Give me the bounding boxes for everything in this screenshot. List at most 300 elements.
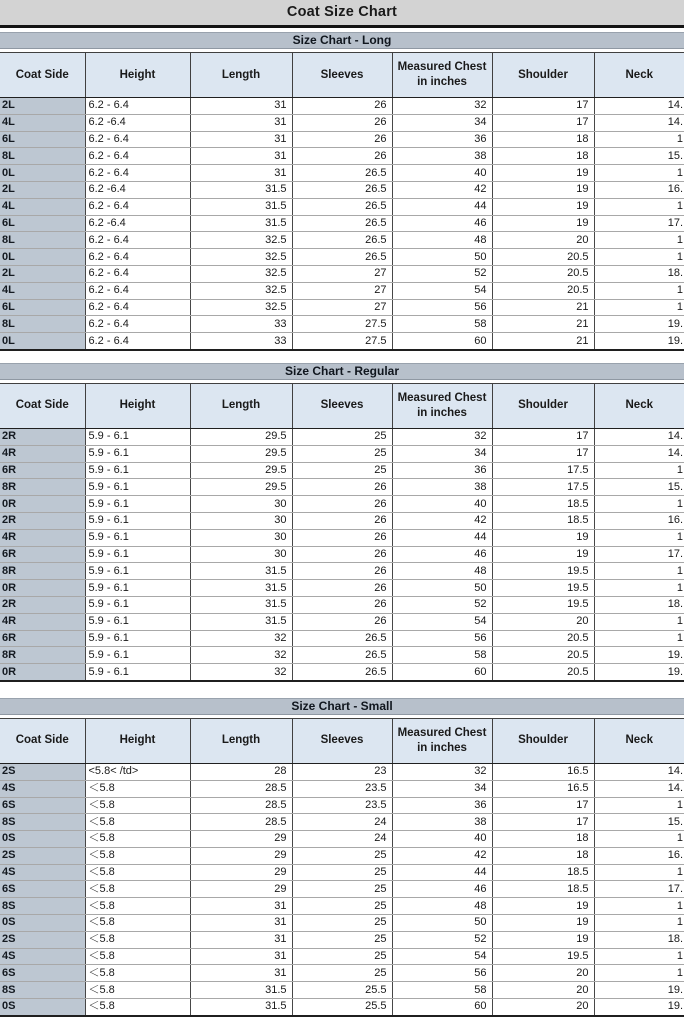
cell: 17 (492, 814, 594, 831)
cell: 1 (594, 915, 684, 932)
column-header: Length (190, 383, 292, 428)
cell: 19. (594, 647, 684, 664)
cell: 19 (492, 898, 594, 915)
cell: 4R (0, 613, 85, 630)
cell: 0L (0, 333, 85, 350)
cell: 26.5 (292, 181, 392, 198)
cell: ＜5.8 (85, 965, 190, 982)
cell: 20 (492, 613, 594, 630)
cell: 1 (594, 797, 684, 814)
cell: 32 (392, 98, 492, 115)
section-long (0, 32, 684, 351)
cell: 29.5 (190, 428, 292, 445)
cell: 54 (392, 282, 492, 299)
cell: 28.5 (190, 797, 292, 814)
cell: 6L (0, 215, 85, 232)
cell: 42 (392, 181, 492, 198)
cell: 25 (292, 864, 392, 881)
section-heading: Size Chart - Regular (0, 363, 684, 380)
cell: 15. (594, 479, 684, 496)
column-header: Neck (594, 383, 684, 428)
cell: 29.5 (190, 462, 292, 479)
cell: 6S (0, 881, 85, 898)
cell: 1 (594, 462, 684, 479)
cell: 20 (492, 999, 594, 1016)
cell: 31 (190, 114, 292, 131)
table-row (0, 780, 684, 797)
cell: 50 (392, 915, 492, 932)
cell: 0L (0, 165, 85, 182)
cell: 31 (190, 131, 292, 148)
table-row (0, 763, 684, 780)
cell: 19.5 (492, 948, 594, 965)
table-row (0, 831, 684, 848)
cell: 26 (292, 580, 392, 597)
cell: 46 (392, 881, 492, 898)
cell: 32.5 (190, 282, 292, 299)
cell: 32.5 (190, 249, 292, 266)
cell: 18 (492, 131, 594, 148)
table-row (0, 546, 684, 563)
cell: 5.9 - 6.1 (85, 496, 190, 513)
cell: 26 (292, 563, 392, 580)
cell: 6.2 -6.4 (85, 114, 190, 131)
cell: ＜5.8 (85, 982, 190, 999)
cell: 29.5 (190, 445, 292, 462)
cell: 2R (0, 428, 85, 445)
cell: 20 (492, 982, 594, 999)
cell: 19.5 (492, 580, 594, 597)
cell: ＜5.8 (85, 780, 190, 797)
table-row (0, 282, 684, 299)
cell: 14. (594, 763, 684, 780)
cell: 17 (492, 98, 594, 115)
cell: 5.9 - 6.1 (85, 462, 190, 479)
table-row (0, 479, 684, 496)
cell: 52 (392, 265, 492, 282)
cell: 32.5 (190, 232, 292, 249)
table-row (0, 881, 684, 898)
cell: 33 (190, 316, 292, 333)
cell: 18. (594, 931, 684, 948)
cell: 1 (594, 282, 684, 299)
cell: 1 (594, 299, 684, 316)
table-row (0, 898, 684, 915)
cell: 8R (0, 563, 85, 580)
cell: 30 (190, 529, 292, 546)
cell: 5.9 - 6.1 (85, 529, 190, 546)
column-header: Sleeves (292, 383, 392, 428)
cell: 26.5 (292, 165, 392, 182)
cell: 40 (392, 165, 492, 182)
cell: 29.5 (190, 479, 292, 496)
cell: 2R (0, 596, 85, 613)
cell: ＜5.8 (85, 898, 190, 915)
cell: 5.9 - 6.1 (85, 512, 190, 529)
cell: 18.5 (492, 881, 594, 898)
cell: 17 (492, 114, 594, 131)
cell: 19 (492, 215, 594, 232)
size-table-small (0, 718, 684, 1017)
cell: 31.5 (190, 215, 292, 232)
cell: 2L (0, 98, 85, 115)
cell: 21 (492, 316, 594, 333)
cell: 23.5 (292, 797, 392, 814)
cell: 2S (0, 847, 85, 864)
cell: 25 (292, 898, 392, 915)
table-row (0, 999, 684, 1016)
cell: 14. (594, 428, 684, 445)
table-row (0, 333, 684, 350)
cell: 5.9 - 6.1 (85, 630, 190, 647)
cell: 50 (392, 249, 492, 266)
cell: 6.2 - 6.4 (85, 131, 190, 148)
cell: 25 (292, 931, 392, 948)
cell: 26.5 (292, 630, 392, 647)
cell: ＜5.8 (85, 881, 190, 898)
cell: 6.2 - 6.4 (85, 333, 190, 350)
table-row (0, 847, 684, 864)
cell: 1 (594, 948, 684, 965)
cell: 26.5 (292, 232, 392, 249)
cell: 31.5 (190, 982, 292, 999)
table-row (0, 265, 684, 282)
table-row (0, 215, 684, 232)
cell: 36 (392, 462, 492, 479)
cell: 20.5 (492, 664, 594, 681)
cell: 31 (190, 931, 292, 948)
cell: ＜5.8 (85, 948, 190, 965)
cell: 6.2 - 6.4 (85, 98, 190, 115)
cell: 5.9 - 6.1 (85, 580, 190, 597)
cell: 6.2 - 6.4 (85, 232, 190, 249)
cell: 14. (594, 98, 684, 115)
cell: 15. (594, 148, 684, 165)
cell: 32 (392, 428, 492, 445)
cell: 48 (392, 898, 492, 915)
cell: 31 (190, 898, 292, 915)
cell: 26 (292, 613, 392, 630)
cell: 19 (492, 915, 594, 932)
cell: 31.5 (190, 596, 292, 613)
cell: 15. (594, 814, 684, 831)
cell: 18. (594, 265, 684, 282)
cell: 4R (0, 445, 85, 462)
cell: 2L (0, 181, 85, 198)
cell: 8R (0, 479, 85, 496)
cell: 48 (392, 563, 492, 580)
cell: 58 (392, 982, 492, 999)
cell: 19.5 (492, 563, 594, 580)
size-table-regular (0, 383, 684, 682)
cell: 28.5 (190, 814, 292, 831)
table-row (0, 580, 684, 597)
column-header: Coat Side (0, 383, 85, 428)
cell: 54 (392, 613, 492, 630)
cell: 18. (594, 596, 684, 613)
cell: 25 (292, 948, 392, 965)
cell: 25 (292, 965, 392, 982)
column-header: Sleeves (292, 718, 392, 763)
cell: 27.5 (292, 333, 392, 350)
cell: 14. (594, 780, 684, 797)
cell: 6S (0, 965, 85, 982)
cell: 19.5 (492, 596, 594, 613)
cell: 38 (392, 148, 492, 165)
cell: 25 (292, 445, 392, 462)
table-row (0, 664, 684, 681)
table-row (0, 181, 684, 198)
table-row (0, 630, 684, 647)
cell: 19. (594, 999, 684, 1016)
cell: ＜5.8 (85, 797, 190, 814)
cell: 31 (190, 165, 292, 182)
cell: 40 (392, 831, 492, 848)
cell: 8L (0, 148, 85, 165)
table-row (0, 131, 684, 148)
table-row (0, 512, 684, 529)
cell: 26 (292, 546, 392, 563)
cell: 19 (492, 529, 594, 546)
cell: 21 (492, 333, 594, 350)
cell: 25.5 (292, 999, 392, 1016)
column-header: Height (85, 53, 190, 98)
cell: 1 (594, 580, 684, 597)
cell: 16. (594, 181, 684, 198)
cell: 48 (392, 232, 492, 249)
cell: 19 (492, 181, 594, 198)
cell: 19 (492, 198, 594, 215)
cell: 36 (392, 797, 492, 814)
cell: 17. (594, 546, 684, 563)
table-row (0, 814, 684, 831)
column-header: Coat Side (0, 718, 85, 763)
table-row (0, 249, 684, 266)
cell: 1 (594, 496, 684, 513)
cell: 1 (594, 864, 684, 881)
cell: 32 (190, 664, 292, 681)
cell: 32 (190, 647, 292, 664)
cell: 30 (190, 496, 292, 513)
column-header: Measured Chest in inches (392, 53, 492, 98)
cell: 25 (292, 915, 392, 932)
cell: 1 (594, 630, 684, 647)
cell: 6S (0, 797, 85, 814)
column-header: Measured Chest in inches (392, 718, 492, 763)
cell: ＜5.8 (85, 847, 190, 864)
cell: 25 (292, 881, 392, 898)
cell: 20.5 (492, 630, 594, 647)
cell: 26 (292, 131, 392, 148)
cell: 18 (492, 148, 594, 165)
cell: 58 (392, 316, 492, 333)
cell: 52 (392, 596, 492, 613)
cell: 17 (492, 445, 594, 462)
cell: 26.5 (292, 664, 392, 681)
cell: 6.2 - 6.4 (85, 198, 190, 215)
cell: 6.2 - 6.4 (85, 316, 190, 333)
cell: 23.5 (292, 780, 392, 797)
cell: 56 (392, 630, 492, 647)
cell: 1 (594, 613, 684, 630)
cell: 17.5 (492, 479, 594, 496)
section-heading: Size Chart - Small (0, 698, 684, 715)
cell: 16. (594, 512, 684, 529)
cell: 18.5 (492, 512, 594, 529)
table-row (0, 165, 684, 182)
cell: 32 (190, 630, 292, 647)
cell: 19 (492, 546, 594, 563)
cell: 16.5 (492, 763, 594, 780)
table-row (0, 797, 684, 814)
column-header: Shoulder (492, 53, 594, 98)
cell: 2S (0, 931, 85, 948)
cell: 14. (594, 114, 684, 131)
column-header: Coat Side (0, 53, 85, 98)
cell: 17.5 (492, 462, 594, 479)
cell: 44 (392, 198, 492, 215)
column-header: Height (85, 383, 190, 428)
cell: 8L (0, 232, 85, 249)
cell: 27 (292, 282, 392, 299)
cell: ＜5.8 (85, 831, 190, 848)
column-header: Length (190, 718, 292, 763)
cell: 26 (292, 479, 392, 496)
cell: 32.5 (190, 299, 292, 316)
cell: 60 (392, 664, 492, 681)
cell: 54 (392, 948, 492, 965)
cell: 14. (594, 445, 684, 462)
cell: 31.5 (190, 198, 292, 215)
cell: 1 (594, 232, 684, 249)
cell: 6.2 - 6.4 (85, 265, 190, 282)
cell: 2L (0, 265, 85, 282)
cell: 26 (292, 114, 392, 131)
cell: 5.9 - 6.1 (85, 647, 190, 664)
table-row (0, 462, 684, 479)
cell: 46 (392, 215, 492, 232)
cell: 32 (392, 763, 492, 780)
cell: 56 (392, 299, 492, 316)
column-header: Sleeves (292, 53, 392, 98)
size-table-long (0, 52, 684, 351)
cell: 26.5 (292, 198, 392, 215)
cell: 6L (0, 131, 85, 148)
cell: 20.5 (492, 647, 594, 664)
cell: 31 (190, 965, 292, 982)
cell: 4S (0, 948, 85, 965)
cell: 6R (0, 546, 85, 563)
cell: 30 (190, 512, 292, 529)
column-header: Neck (594, 53, 684, 98)
cell: 5.9 - 6.1 (85, 664, 190, 681)
cell: 5.9 - 6.1 (85, 596, 190, 613)
cell: 20.5 (492, 265, 594, 282)
table-row (0, 948, 684, 965)
cell: 5.9 - 6.1 (85, 613, 190, 630)
cell: 18.5 (492, 864, 594, 881)
cell: 8L (0, 316, 85, 333)
column-header: Measured Chest in inches (392, 383, 492, 428)
page-title: Coat Size Chart (0, 0, 684, 28)
cell: 6R (0, 630, 85, 647)
cell: 34 (392, 445, 492, 462)
cell: 56 (392, 965, 492, 982)
cell: 2S (0, 763, 85, 780)
table-row (0, 915, 684, 932)
cell: 1 (594, 529, 684, 546)
table-row (0, 428, 684, 445)
cell: 31 (190, 915, 292, 932)
column-header: Shoulder (492, 718, 594, 763)
cell: 1 (594, 198, 684, 215)
cell: 26 (292, 512, 392, 529)
cell: 26.5 (292, 249, 392, 266)
cell: 34 (392, 780, 492, 797)
cell: 8S (0, 982, 85, 999)
cell: 31.5 (190, 580, 292, 597)
cell: 1 (594, 831, 684, 848)
cell: 1 (594, 165, 684, 182)
table-row (0, 98, 684, 115)
cell: 28.5 (190, 780, 292, 797)
cell: 31.5 (190, 181, 292, 198)
cell: 17 (492, 428, 594, 445)
section-small (0, 698, 684, 1017)
cell: 19. (594, 664, 684, 681)
cell: 58 (392, 647, 492, 664)
cell: 30 (190, 546, 292, 563)
cell: 28 (190, 763, 292, 780)
cell: 1 (594, 131, 684, 148)
cell: ＜5.8 (85, 915, 190, 932)
cell: 16.5 (492, 780, 594, 797)
cell: 0R (0, 664, 85, 681)
cell: 6.2 - 6.4 (85, 249, 190, 266)
cell: 27 (292, 299, 392, 316)
cell: 1 (594, 563, 684, 580)
cell: 0R (0, 580, 85, 597)
table-row (0, 445, 684, 462)
cell: 33 (190, 333, 292, 350)
cell: 26 (292, 148, 392, 165)
cell: 44 (392, 529, 492, 546)
cell: 5.9 - 6.1 (85, 428, 190, 445)
cell: 6R (0, 462, 85, 479)
cell: 6L (0, 299, 85, 316)
cell: 8S (0, 814, 85, 831)
table-row (0, 232, 684, 249)
cell: 50 (392, 580, 492, 597)
table-row (0, 931, 684, 948)
table-row (0, 647, 684, 664)
cell: ＜5.8 (85, 864, 190, 881)
cell: 0S (0, 831, 85, 848)
cell: 0R (0, 496, 85, 513)
section-regular (0, 363, 684, 682)
cell: 20.5 (492, 282, 594, 299)
cell: 31 (190, 148, 292, 165)
cell: 0S (0, 915, 85, 932)
cell: 6.2 -6.4 (85, 181, 190, 198)
table-row (0, 529, 684, 546)
cell: 25.5 (292, 982, 392, 999)
cell: 26 (292, 596, 392, 613)
cell: 42 (392, 512, 492, 529)
cell: ＜5.8 (85, 931, 190, 948)
cell: 6.2 - 6.4 (85, 148, 190, 165)
cell: 29 (190, 881, 292, 898)
